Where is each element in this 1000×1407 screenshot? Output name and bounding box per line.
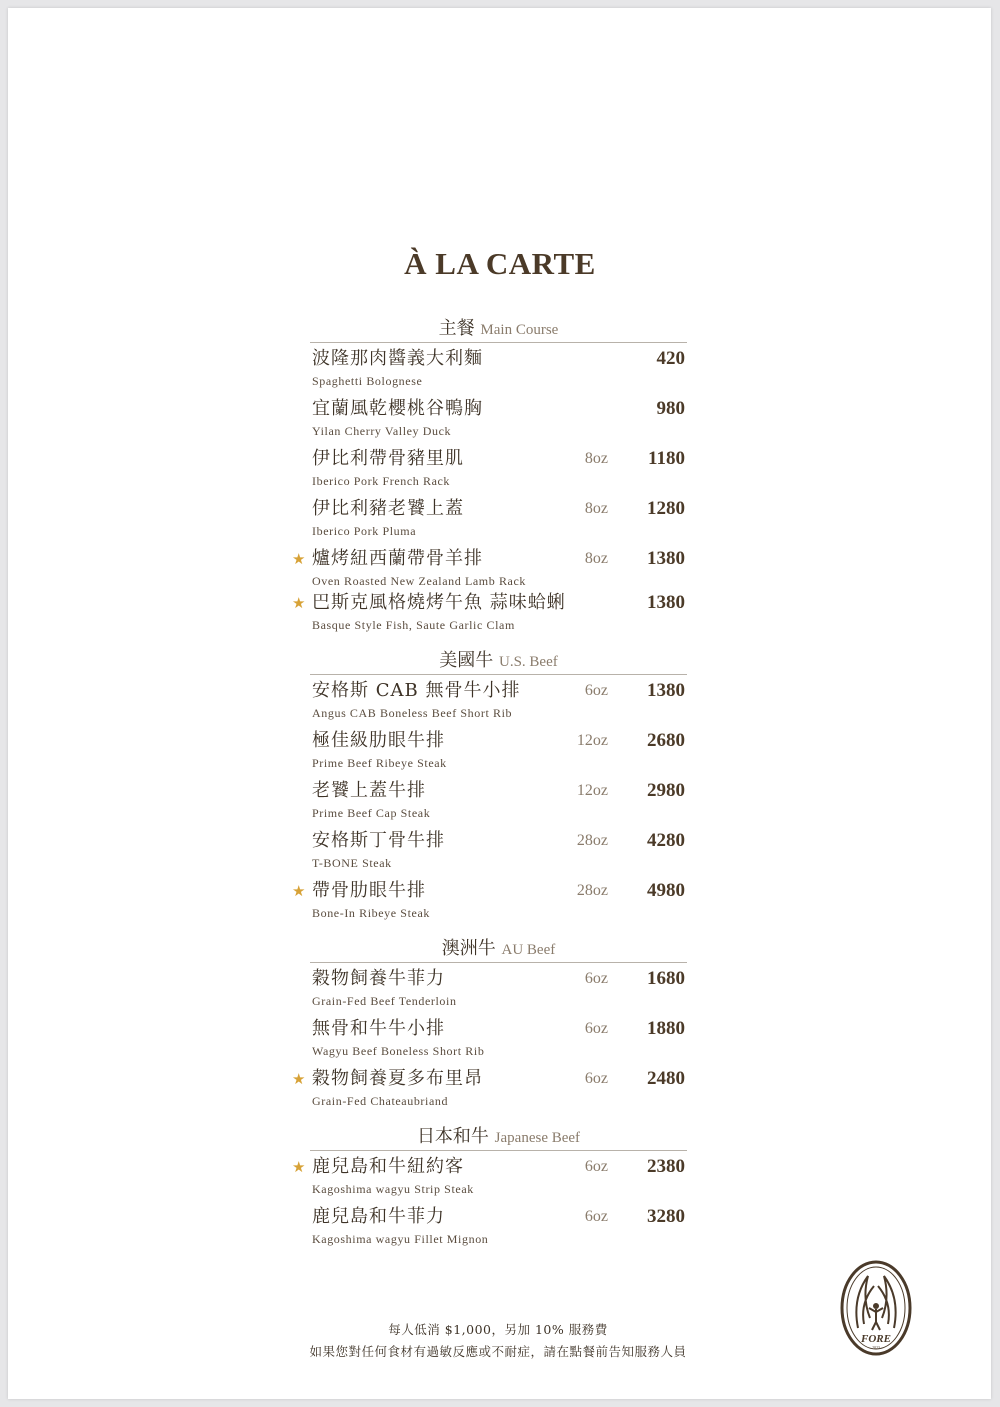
- item-name-en: Yilan Cherry Valley Duck: [312, 424, 452, 438]
- item-price: 1680: [647, 968, 685, 989]
- item-weight: 6oz: [584, 1158, 608, 1175]
- item-price: 1380: [647, 592, 685, 613]
- section-title-en: Japanese Beef: [494, 1130, 581, 1146]
- menu-item: [310, 725, 687, 775]
- svg-text:2023: 2023: [872, 1345, 880, 1350]
- item-price: 1380: [647, 680, 685, 701]
- item-price: 2680: [647, 730, 685, 751]
- menu-item: [292, 1151, 687, 1201]
- menu-item: [292, 1063, 687, 1113]
- footer-minimum-charge: 每人低消 $1,000，另加 10% 服務費: [388, 1322, 608, 1337]
- item-name-cn: 穀物飼養夏多布里昂: [312, 1068, 483, 1089]
- section-title-cn: 主餐: [438, 318, 475, 339]
- item-price: 4980: [647, 880, 685, 901]
- item-name-cn: 無骨和牛牛小排: [312, 1018, 445, 1039]
- section-title-cn: 澳洲牛: [441, 938, 496, 959]
- item-name-cn: 極佳級肋眼牛排: [312, 730, 445, 751]
- item-weight: 8oz: [584, 500, 608, 517]
- item-weight: 6oz: [584, 970, 608, 987]
- section-title-en: Main Course: [480, 322, 559, 338]
- item-name-cn: 伊比利帶骨豬里肌: [312, 448, 464, 469]
- logo-text: FORE: [861, 1333, 891, 1345]
- menu-item: [310, 443, 687, 493]
- item-weight: 6oz: [584, 1020, 608, 1037]
- item-weight: 8oz: [584, 550, 608, 567]
- star-icon: ★: [292, 882, 306, 900]
- item-price: 1280: [647, 498, 685, 519]
- item-name-cn: 帶骨肋眼牛排: [312, 880, 426, 901]
- item-weight: 6oz: [584, 682, 608, 699]
- item-price: 420: [656, 348, 685, 369]
- item-name-cn: 爐烤紐西蘭帶骨羊排: [312, 548, 483, 569]
- item-name-en: Bone-In Ribeye Steak: [312, 906, 430, 920]
- menu-item: [310, 1013, 687, 1063]
- item-weight: 28oz: [576, 832, 608, 849]
- item-name-cn: 穀物飼養牛菲力: [312, 968, 445, 989]
- menu-item: [310, 1201, 687, 1251]
- menu-item: [292, 543, 687, 588]
- item-name-cn: 宜蘭風乾櫻桃谷鴨胸: [312, 398, 483, 419]
- item-weight: 12oz: [576, 782, 608, 799]
- item-name-en: Oven Roasted New Zealand Lamb Rack: [312, 574, 526, 588]
- section-title-cn: 日本和牛: [416, 1126, 489, 1147]
- menu-section: [292, 1123, 687, 1251]
- item-name-en: Grain-Fed Chateaubriand: [312, 1094, 449, 1108]
- item-weight: 6oz: [584, 1208, 608, 1225]
- section-heading: [310, 935, 687, 963]
- star-icon: ★: [292, 1158, 306, 1176]
- item-price: 4280: [647, 830, 685, 851]
- fore-logo: [838, 1258, 914, 1358]
- item-name-en: Grain-Fed Beef Tenderloin: [312, 994, 457, 1008]
- menu-item: [310, 493, 687, 543]
- page-title: À LA CARTE: [404, 246, 596, 281]
- menu-section: [292, 935, 687, 1113]
- star-icon: ★: [292, 594, 306, 612]
- menu-list: [292, 315, 687, 1251]
- star-icon: ★: [292, 1070, 306, 1088]
- item-price: 1180: [648, 448, 685, 469]
- item-name-en: Kagoshima wagyu Strip Steak: [312, 1182, 474, 1196]
- item-name-cn: 安格斯丁骨牛排: [312, 830, 445, 851]
- menu-item: [310, 675, 687, 725]
- item-weight: 12oz: [576, 732, 608, 749]
- item-price: 980: [656, 398, 685, 419]
- item-price: 1380: [647, 548, 685, 569]
- item-name-cn: 鹿兒島和牛紐約客: [312, 1156, 464, 1177]
- item-price: 3280: [647, 1206, 685, 1227]
- menu-item: [310, 825, 687, 875]
- item-name-cn: 老饕上蓋牛排: [312, 780, 426, 801]
- item-name-cn: 鹿兒島和牛菲力: [312, 1206, 445, 1227]
- menu-section: [292, 647, 687, 925]
- item-name-en: Prime Beef Cap Steak: [312, 806, 431, 820]
- section-heading: [310, 647, 687, 675]
- menu-item: [292, 875, 687, 925]
- menu-item: [310, 775, 687, 825]
- item-price: 2380: [647, 1156, 685, 1177]
- item-name-en: Spaghetti Bolognese: [312, 374, 423, 388]
- item-name-cn: 波隆那肉醬義大利麵: [312, 348, 483, 369]
- item-name-cn: 伊比利豬老饕上蓋: [312, 498, 464, 519]
- star-icon: ★: [292, 550, 306, 568]
- menu-item: [292, 587, 687, 637]
- item-name-en: Iberico Pork French Rack: [312, 474, 451, 488]
- item-name-en: Kagoshima wagyu Fillet Mignon: [312, 1232, 489, 1246]
- item-name-en: Basque Style Fish, Saute Garlic Clam: [312, 618, 515, 632]
- item-price: 1880: [647, 1018, 685, 1039]
- item-price: 2980: [647, 780, 685, 801]
- item-name-en: Iberico Pork Pluma: [312, 524, 417, 538]
- item-weight: 28oz: [576, 882, 608, 899]
- menu-item: [310, 393, 687, 443]
- item-name-en: Angus CAB Boneless Beef Short Rib: [312, 706, 513, 720]
- section-title-en: U.S. Beef: [498, 654, 558, 670]
- section-heading: [310, 1123, 687, 1151]
- section-title-en: AU Beef: [501, 942, 556, 958]
- menu-section: [292, 315, 687, 637]
- item-name-cn: 安格斯 CAB 無骨牛小排: [312, 680, 521, 701]
- item-name-en: Prime Beef Ribeye Steak: [312, 756, 447, 770]
- section-title-cn: 美國牛: [439, 650, 494, 671]
- menu-item: [310, 963, 687, 1013]
- item-weight: 8oz: [584, 450, 608, 467]
- menu-item: [310, 343, 687, 393]
- item-weight: 6oz: [584, 1070, 608, 1087]
- item-price: 2480: [647, 1068, 685, 1089]
- item-name-cn: 巴斯克風格燒烤午魚 蒜味蛤蜊: [312, 592, 566, 613]
- section-heading: [310, 315, 687, 343]
- footer-allergy-note: 如果您對任何食材有過敏反應或不耐症，請在點餐前告知服務人員: [309, 1344, 687, 1359]
- item-name-en: Wagyu Beef Boneless Short Rib: [312, 1044, 485, 1058]
- item-name-en: T-BONE Steak: [312, 856, 392, 870]
